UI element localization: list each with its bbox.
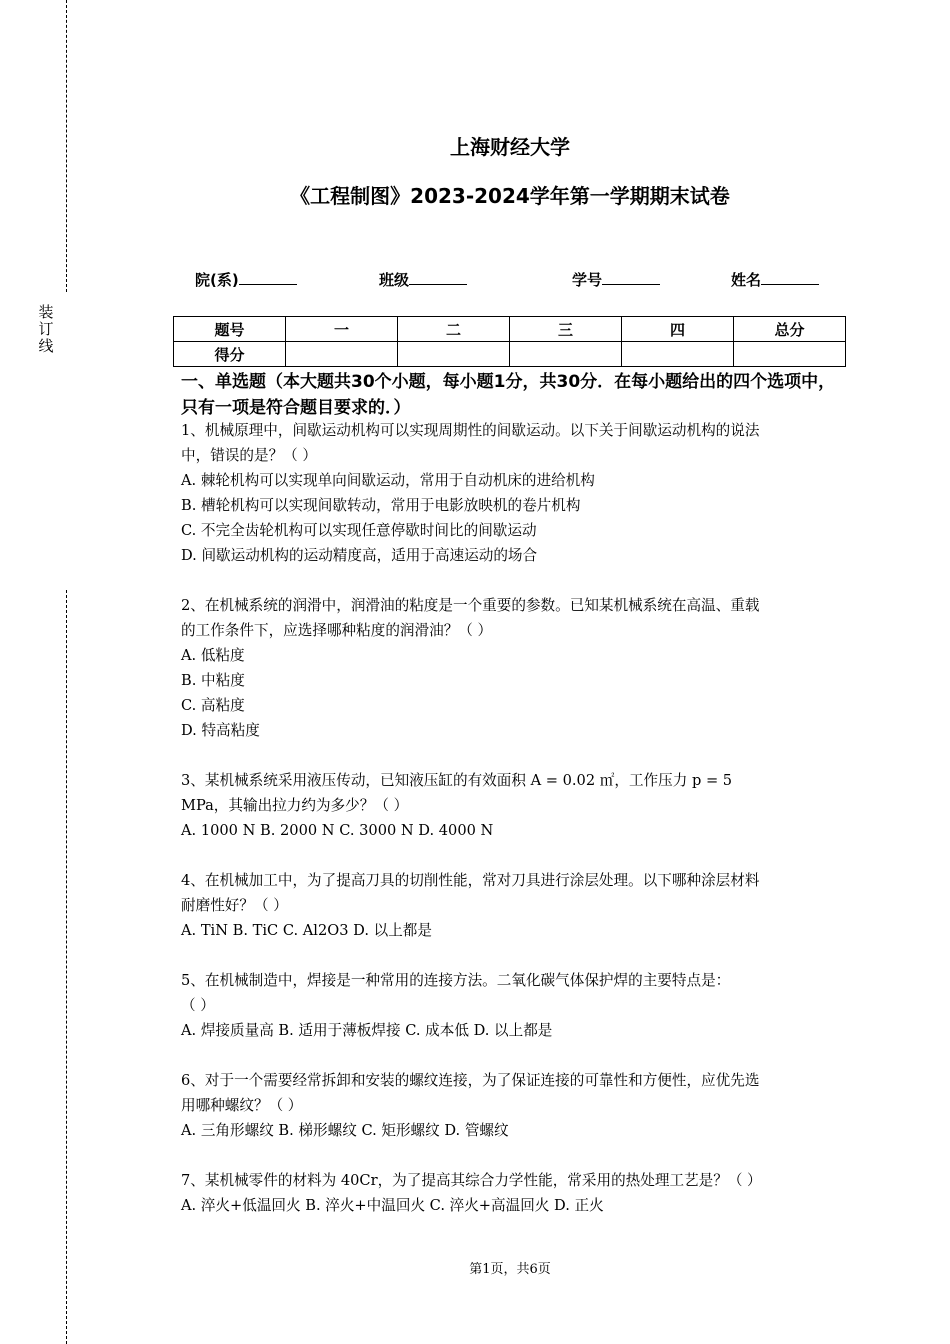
page-number: 第1页，共6页 — [469, 1262, 551, 1277]
score-cell[interactable] — [510, 342, 622, 367]
student-id-blank[interactable] — [602, 270, 660, 285]
info-field-name — [731, 269, 819, 290]
university-title: 上海财经大学 — [450, 135, 570, 159]
score-table — [173, 316, 846, 367]
info-field-department — [195, 269, 297, 290]
info-label: 院(系) — [195, 271, 239, 289]
question-stem: 7、某机械零件的材料为 40Cr，为了提高其综合力学性能，常采用的热处理工艺是？（ ） — [181, 1172, 762, 1189]
score-table-header-cell: 二 — [398, 317, 510, 342]
score-row-label: 得分 — [174, 342, 286, 367]
info-label: 姓名 — [731, 271, 762, 289]
question-stem: 用哪种螺纹？（ ） — [181, 1097, 303, 1114]
binding-char: 装 — [38, 303, 54, 321]
class-blank[interactable] — [409, 270, 467, 285]
score-cell[interactable] — [286, 342, 398, 367]
option: A. 棘轮机构可以实现单向间歇运动，常用于自动机床的进给机构 — [181, 472, 595, 489]
score-cell[interactable] — [622, 342, 734, 367]
score-cell[interactable] — [734, 342, 846, 367]
options-line: A. 淬火+低温回火 B. 淬火+中温回火 C. 淬火+高温回火 D. 正火 — [181, 1197, 604, 1214]
options-line: A. 焊接质量高 B. 适用于薄板焊接 C. 成本低 D. 以上都是 — [181, 1022, 553, 1039]
option: A. 低粘度 — [181, 647, 245, 664]
options-line: A. TiN B. TiC C. Al2O3 D. 以上都是 — [181, 922, 432, 939]
question-stem: 6、对于一个需要经常拆卸和安装的螺纹连接，为了保证连接的可靠性和方便性，应优先选 — [181, 1072, 760, 1089]
name-blank[interactable] — [761, 270, 819, 285]
score-table-header-cell: 题号 — [174, 317, 286, 342]
info-field-class — [379, 269, 467, 290]
department-blank[interactable] — [239, 270, 297, 285]
option: D. 间歇运动机构的运动精度高，适用于高速运动的场合 — [181, 547, 538, 564]
question-stem: 3、某机械系统采用液压传动，已知液压缸的有效面积 A = 0.02 ㎡，工作压力 p = 5 — [181, 772, 733, 789]
score-table-header-cell: 一 — [286, 317, 398, 342]
binding-label — [38, 304, 54, 355]
question-stem: 2、在机械系统的润滑中，润滑油的粘度是一个重要的参数。已知某机械系统在高温、重载 — [181, 597, 760, 614]
option: B. 槽轮机构可以实现间歇转动，常用于电影放映机的卷片机构 — [181, 497, 581, 514]
question-stem: MPa，其输出拉力约为多少？（ ） — [181, 797, 409, 814]
question-stem: 1、机械原理中，间歇运动机构可以实现周期性的间歇运动。以下关于间歇运动机构的说法 — [181, 422, 760, 439]
binding-char: 订 — [38, 320, 54, 338]
score-table-score-row — [174, 342, 846, 367]
question-stem: 耐磨性好？（ ） — [181, 897, 288, 914]
score-table-header-cell: 三 — [510, 317, 622, 342]
options-line: A. 1000 N B. 2000 N C. 3000 N D. 4000 N — [181, 822, 494, 839]
score-table-header-cell: 总分 — [734, 317, 846, 342]
question-stem: 的工作条件下，应选择哪种粘度的润滑油？（ ） — [181, 622, 493, 639]
option: D. 特高粘度 — [181, 722, 260, 739]
score-table-header-row — [174, 317, 846, 342]
options-line: A. 三角形螺纹 B. 梯形螺纹 C. 矩形螺纹 D. 管螺纹 — [181, 1122, 509, 1139]
binding-dashed-line-bottom — [66, 590, 67, 1344]
exam-title: 《工程制图》2023-2024学年第一学期期末试卷 — [290, 184, 730, 208]
info-field-student-id — [572, 269, 660, 290]
option: C. 高粘度 — [181, 697, 245, 714]
question-stem: （ ） — [181, 997, 215, 1014]
option: B. 中粘度 — [181, 672, 245, 689]
info-label: 学号 — [572, 271, 603, 289]
binding-char: 线 — [38, 337, 54, 355]
question-stem: 4、在机械加工中，为了提高刀具的切削性能，常对刀具进行涂层处理。以下哪种涂层材料 — [181, 872, 760, 889]
question-stem: 5、在机械制造中，焊接是一种常用的连接方法。二氧化碳气体保护焊的主要特点是： — [181, 972, 731, 989]
question-stem: 中，错误的是？（ ） — [181, 447, 317, 464]
score-table-header-cell: 四 — [622, 317, 734, 342]
section-heading: 一、单选题（本大题共30个小题，每小题1分，共30分．在每小题给出的四个选项中，只有一项是符合题目要求的．） — [181, 372, 836, 418]
option: C. 不完全齿轮机构可以实现任意停歇时间比的间歇运动 — [181, 522, 537, 539]
info-label: 班级 — [379, 271, 410, 289]
score-cell[interactable] — [398, 342, 510, 367]
